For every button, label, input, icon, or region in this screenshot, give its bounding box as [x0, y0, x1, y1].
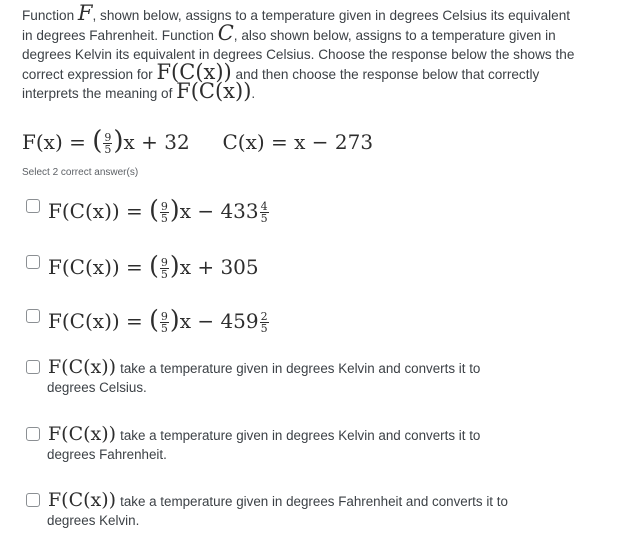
checkbox-choice-5[interactable] — [26, 427, 40, 441]
function-f-symbol: F — [77, 1, 93, 25]
choice-6-expression: F(C(x)) take a temperature given in degrees Fahrenheit and converts it to — [48, 489, 508, 511]
choice-3-expression: F(C(x)) = ( $\frac{9}{5}$ )x − 459 $\frac{2}{5}$ — [48, 305, 268, 335]
choice-6-text-line2: degrees Kelvin. — [47, 513, 140, 528]
select-instruction: Select 2 correct answer(s) — [22, 167, 139, 178]
choice-5-expression: F(C(x)) take a temperature given in degrees Kelvin and converts it to — [48, 423, 481, 445]
choice-2-expression: F(C(x)) = ( $\frac{9}{5}$ )x + 305 — [48, 251, 259, 281]
choice-1-expression: F(C(x)) = ( $\frac{9}{5}$ )x − 433 $\frac{4}{5}$ — [48, 195, 268, 225]
given-functions: F(x) = ( $\frac{9}{5}$ )x + 32 C(x) = x − 273 — [22, 126, 374, 156]
c-definition: C(x) = x − 273 — [222, 130, 374, 154]
checkbox-choice-6[interactable] — [26, 493, 40, 507]
checkbox-choice-2[interactable] — [26, 255, 40, 269]
prompt-text-5: . — [251, 86, 256, 101]
choice-4-expression: F(C(x)) take a temperature given in degrees Kelvin and converts it to — [48, 356, 481, 378]
choice-5-text-line2: degrees Fahrenheit. — [47, 447, 167, 462]
checkbox-choice-3[interactable] — [26, 309, 40, 323]
checkbox-choice-4[interactable] — [26, 360, 40, 374]
composition-expression: F(C(x)) — [156, 59, 232, 84]
function-c-symbol: C — [217, 20, 234, 45]
prompt-text-1: Function — [22, 8, 78, 23]
composition-expression-2: F(C(x)) — [176, 79, 252, 103]
question-prompt — [22, 1, 582, 104]
prompt-text-4: and then choose the response below that correctly interprets the meaning of — [22, 66, 540, 101]
checkbox-choice-1[interactable] — [26, 199, 40, 213]
prompt-text-2: , shown below, assigns to a temperature given in degrees Celsius its equivalent in degrees Fahrenheit. Function — [22, 8, 571, 43]
f-coefficient-fraction: $\frac{9}{5}$ — [104, 131, 112, 156]
f-definition-lhs: F(x) = — [22, 130, 93, 154]
choice-4-text-line2: degrees Celsius. — [47, 380, 147, 395]
prompt-text-3: , also shown below, assigns to a temperature given in degrees Kelvin its equivalent in degrees Celsius. Choose the response below the shows the correct expression for — [22, 27, 575, 82]
f-definition-rhs: x + 32 — [123, 130, 190, 154]
